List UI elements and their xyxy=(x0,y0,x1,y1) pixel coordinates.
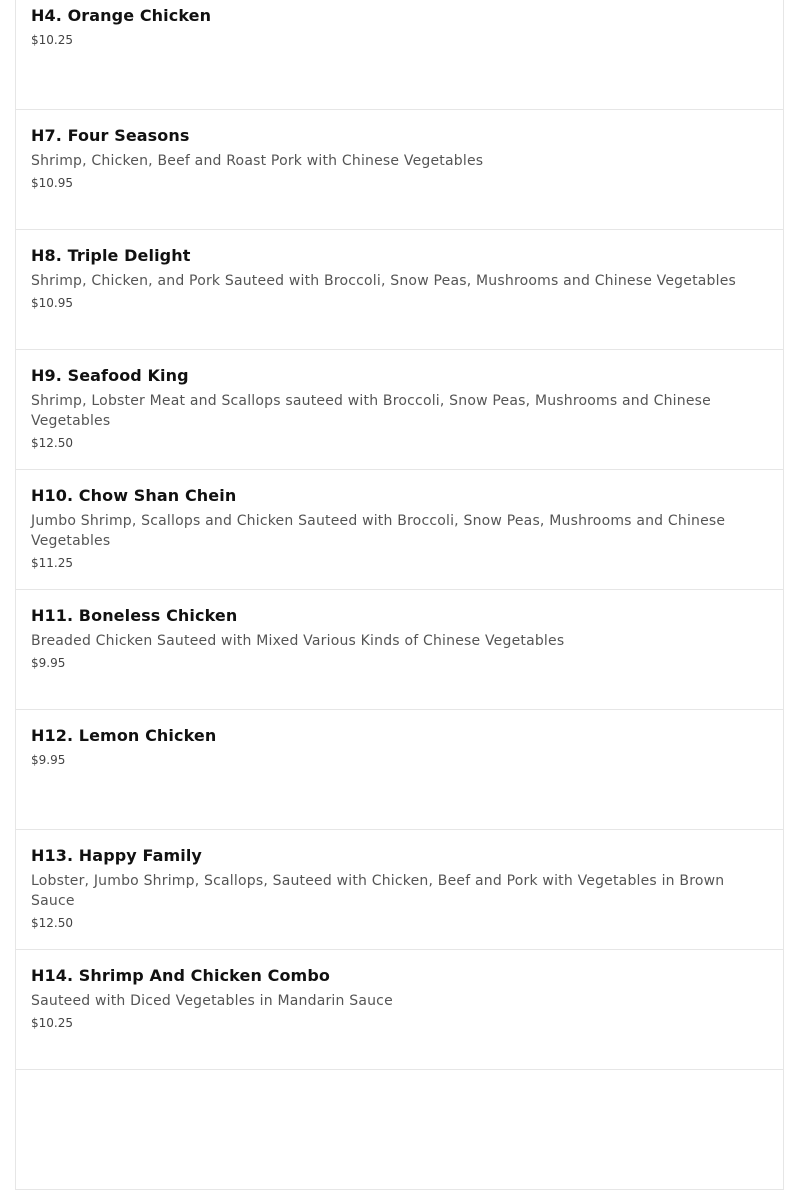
item-name: H10. Chow Shan Chein xyxy=(31,486,237,505)
item-name: H14. Shrimp And Chicken Combo xyxy=(31,966,330,985)
item-name: H7. Four Seasons xyxy=(31,126,190,145)
item-description: Shrimp, Lobster Meat and Scallops sauteed with Broccoli, Snow Peas, Mushrooms and Chinese Vegetables xyxy=(31,393,711,429)
item-name: H8. Triple Delight xyxy=(31,246,191,265)
item-price: $9.95 xyxy=(31,753,66,767)
item-price: $9.95 xyxy=(31,656,66,670)
menu-item-h9[interactable] xyxy=(15,350,784,470)
menu-item-h13[interactable] xyxy=(15,830,784,950)
item-price: $11.25 xyxy=(31,556,73,570)
item-name: H13. Happy Family xyxy=(31,846,202,865)
item-description: Sauteed with Diced Vegetables in Mandarin Sauce xyxy=(31,993,393,1009)
menu-item-h10[interactable] xyxy=(15,470,784,590)
item-price: $12.50 xyxy=(31,916,73,930)
item-description: Jumbo Shrimp, Scallops and Chicken Sauteed with Broccoli, Snow Peas, Mushrooms and Chinese Vegetables xyxy=(31,513,726,549)
item-price: $10.95 xyxy=(31,176,73,190)
menu-item-h8[interactable] xyxy=(15,230,784,350)
item-price: $10.25 xyxy=(31,33,73,47)
item-description: Shrimp, Chicken, and Pork Sauteed with Broccoli, Snow Peas, Mushrooms and Chinese Vegetables xyxy=(31,273,737,289)
menu-item-h4[interactable] xyxy=(15,0,784,110)
item-description: Lobster, Jumbo Shrimp, Scallops, Sauteed with Chicken, Beef and Pork with Vegetables in Brown Sauce xyxy=(31,873,725,909)
menu-item-list xyxy=(15,0,784,1190)
item-name: H11. Boneless Chicken xyxy=(31,606,238,625)
item-price: $10.25 xyxy=(31,1016,73,1030)
item-description: Shrimp, Chicken, Beef and Roast Pork with Chinese Vegetables xyxy=(31,153,484,169)
menu-item-h7[interactable] xyxy=(15,110,784,230)
item-description: Breaded Chicken Sauteed with Mixed Various Kinds of Chinese Vegetables xyxy=(31,633,565,649)
item-price: $10.95 xyxy=(31,296,73,310)
item-name: H4. Orange Chicken xyxy=(31,6,212,25)
menu-item-h12[interactable] xyxy=(15,710,784,830)
menu-item-h11[interactable] xyxy=(15,590,784,710)
item-price: $12.50 xyxy=(31,436,73,450)
item-name: H9. Seafood King xyxy=(31,366,189,385)
item-name: H12. Lemon Chicken xyxy=(31,726,217,745)
menu-item-partial[interactable] xyxy=(15,1070,784,1190)
menu-item-h14[interactable] xyxy=(15,950,784,1070)
